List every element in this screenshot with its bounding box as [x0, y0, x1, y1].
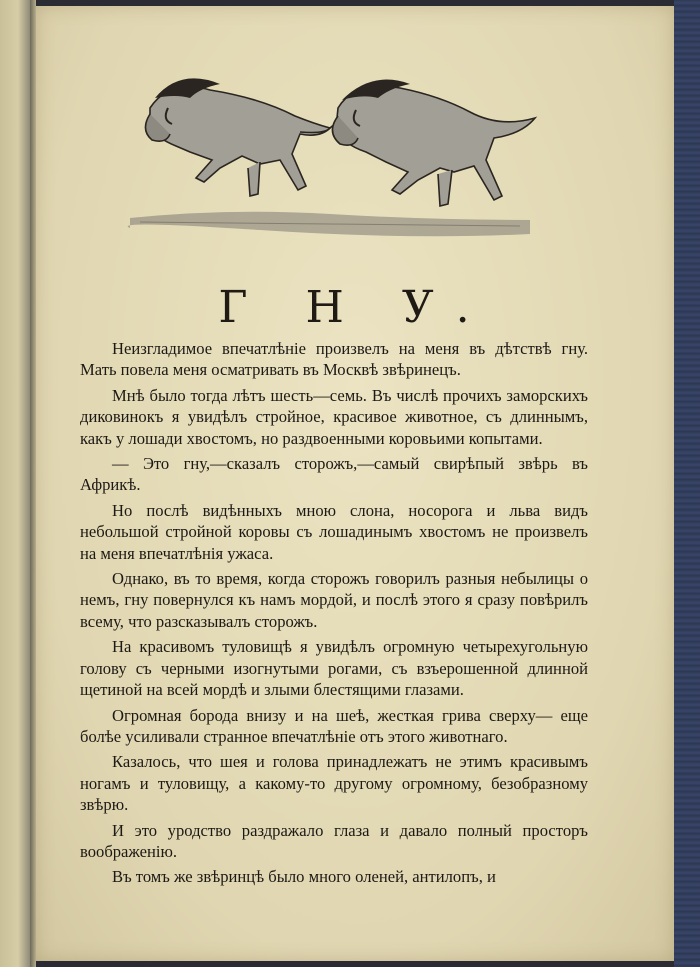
- paragraph: Мнѣ было тогда лѣтъ шесть—семь. Въ числѣ прочихъ заморскихъ диковинокъ я увидѣлъ стройное, красивое животное, съ длиннымъ, какъ у лошади хвостомъ, но раздвоенными коровьими копытами.: [80, 385, 588, 448]
- paragraph: Однако, въ то время, когда сторожъ говорилъ разныя небылицы о немъ, гну повернулся къ намъ мордой, и послѣ этого я сразу повѣрилъ всему, что разсказывалъ сторожъ.: [80, 569, 588, 631]
- paragraph: Въ томъ же звѣринцѣ было много оленей, антилопъ, и: [112, 867, 496, 887]
- chapter-title: Г Н У.: [218, 282, 492, 333]
- paragraph: Неизгладимое впечатлѣніе произвелъ на меня въ дѣтствѣ гну. Мать повела меня осматривать въ Москвѣ звѣринецъ.: [80, 339, 588, 380]
- paragraph: И это уродство раздражало глаза и давало полный просторъ воображенію.: [80, 820, 588, 861]
- paragraph: Казалось, что шея и голова принадлежатъ не этимъ красивымъ ногамъ и туловищу, а какому-то другому огромному, безобразному звѣрю.: [80, 752, 588, 815]
- gnu-illustration: [110, 68, 550, 240]
- paragraph: — Это гну,—сказалъ сторожъ,—самый свирѣпый звѣрь въ Африкѣ.: [80, 454, 588, 495]
- paragraph: Огромная борода внизу и на шеѣ, жесткая грива сверху— еще болѣе усиливали странное впечатлѣніе отъ этого животнаго.: [80, 705, 588, 746]
- chapter-text: [80, 338, 588, 892]
- previous-page-edge: [0, 0, 30, 967]
- paragraph: На красивомъ туловищѣ я увидѣлъ огромную четырехугольную голову съ черными изогнутыми рогами, съ взъерошенной длинной щетиной на всей мордѣ и злыми блестящими глазами.: [80, 637, 588, 700]
- book-cover-edge: [674, 0, 700, 967]
- paragraph: Но послѣ видѣнныхъ мною слона, носорога и льва видъ небольшой стройной коровы съ лошадинымъ хвостомъ не произвелъ на меня впечатлѣнія ужаса.: [80, 500, 588, 563]
